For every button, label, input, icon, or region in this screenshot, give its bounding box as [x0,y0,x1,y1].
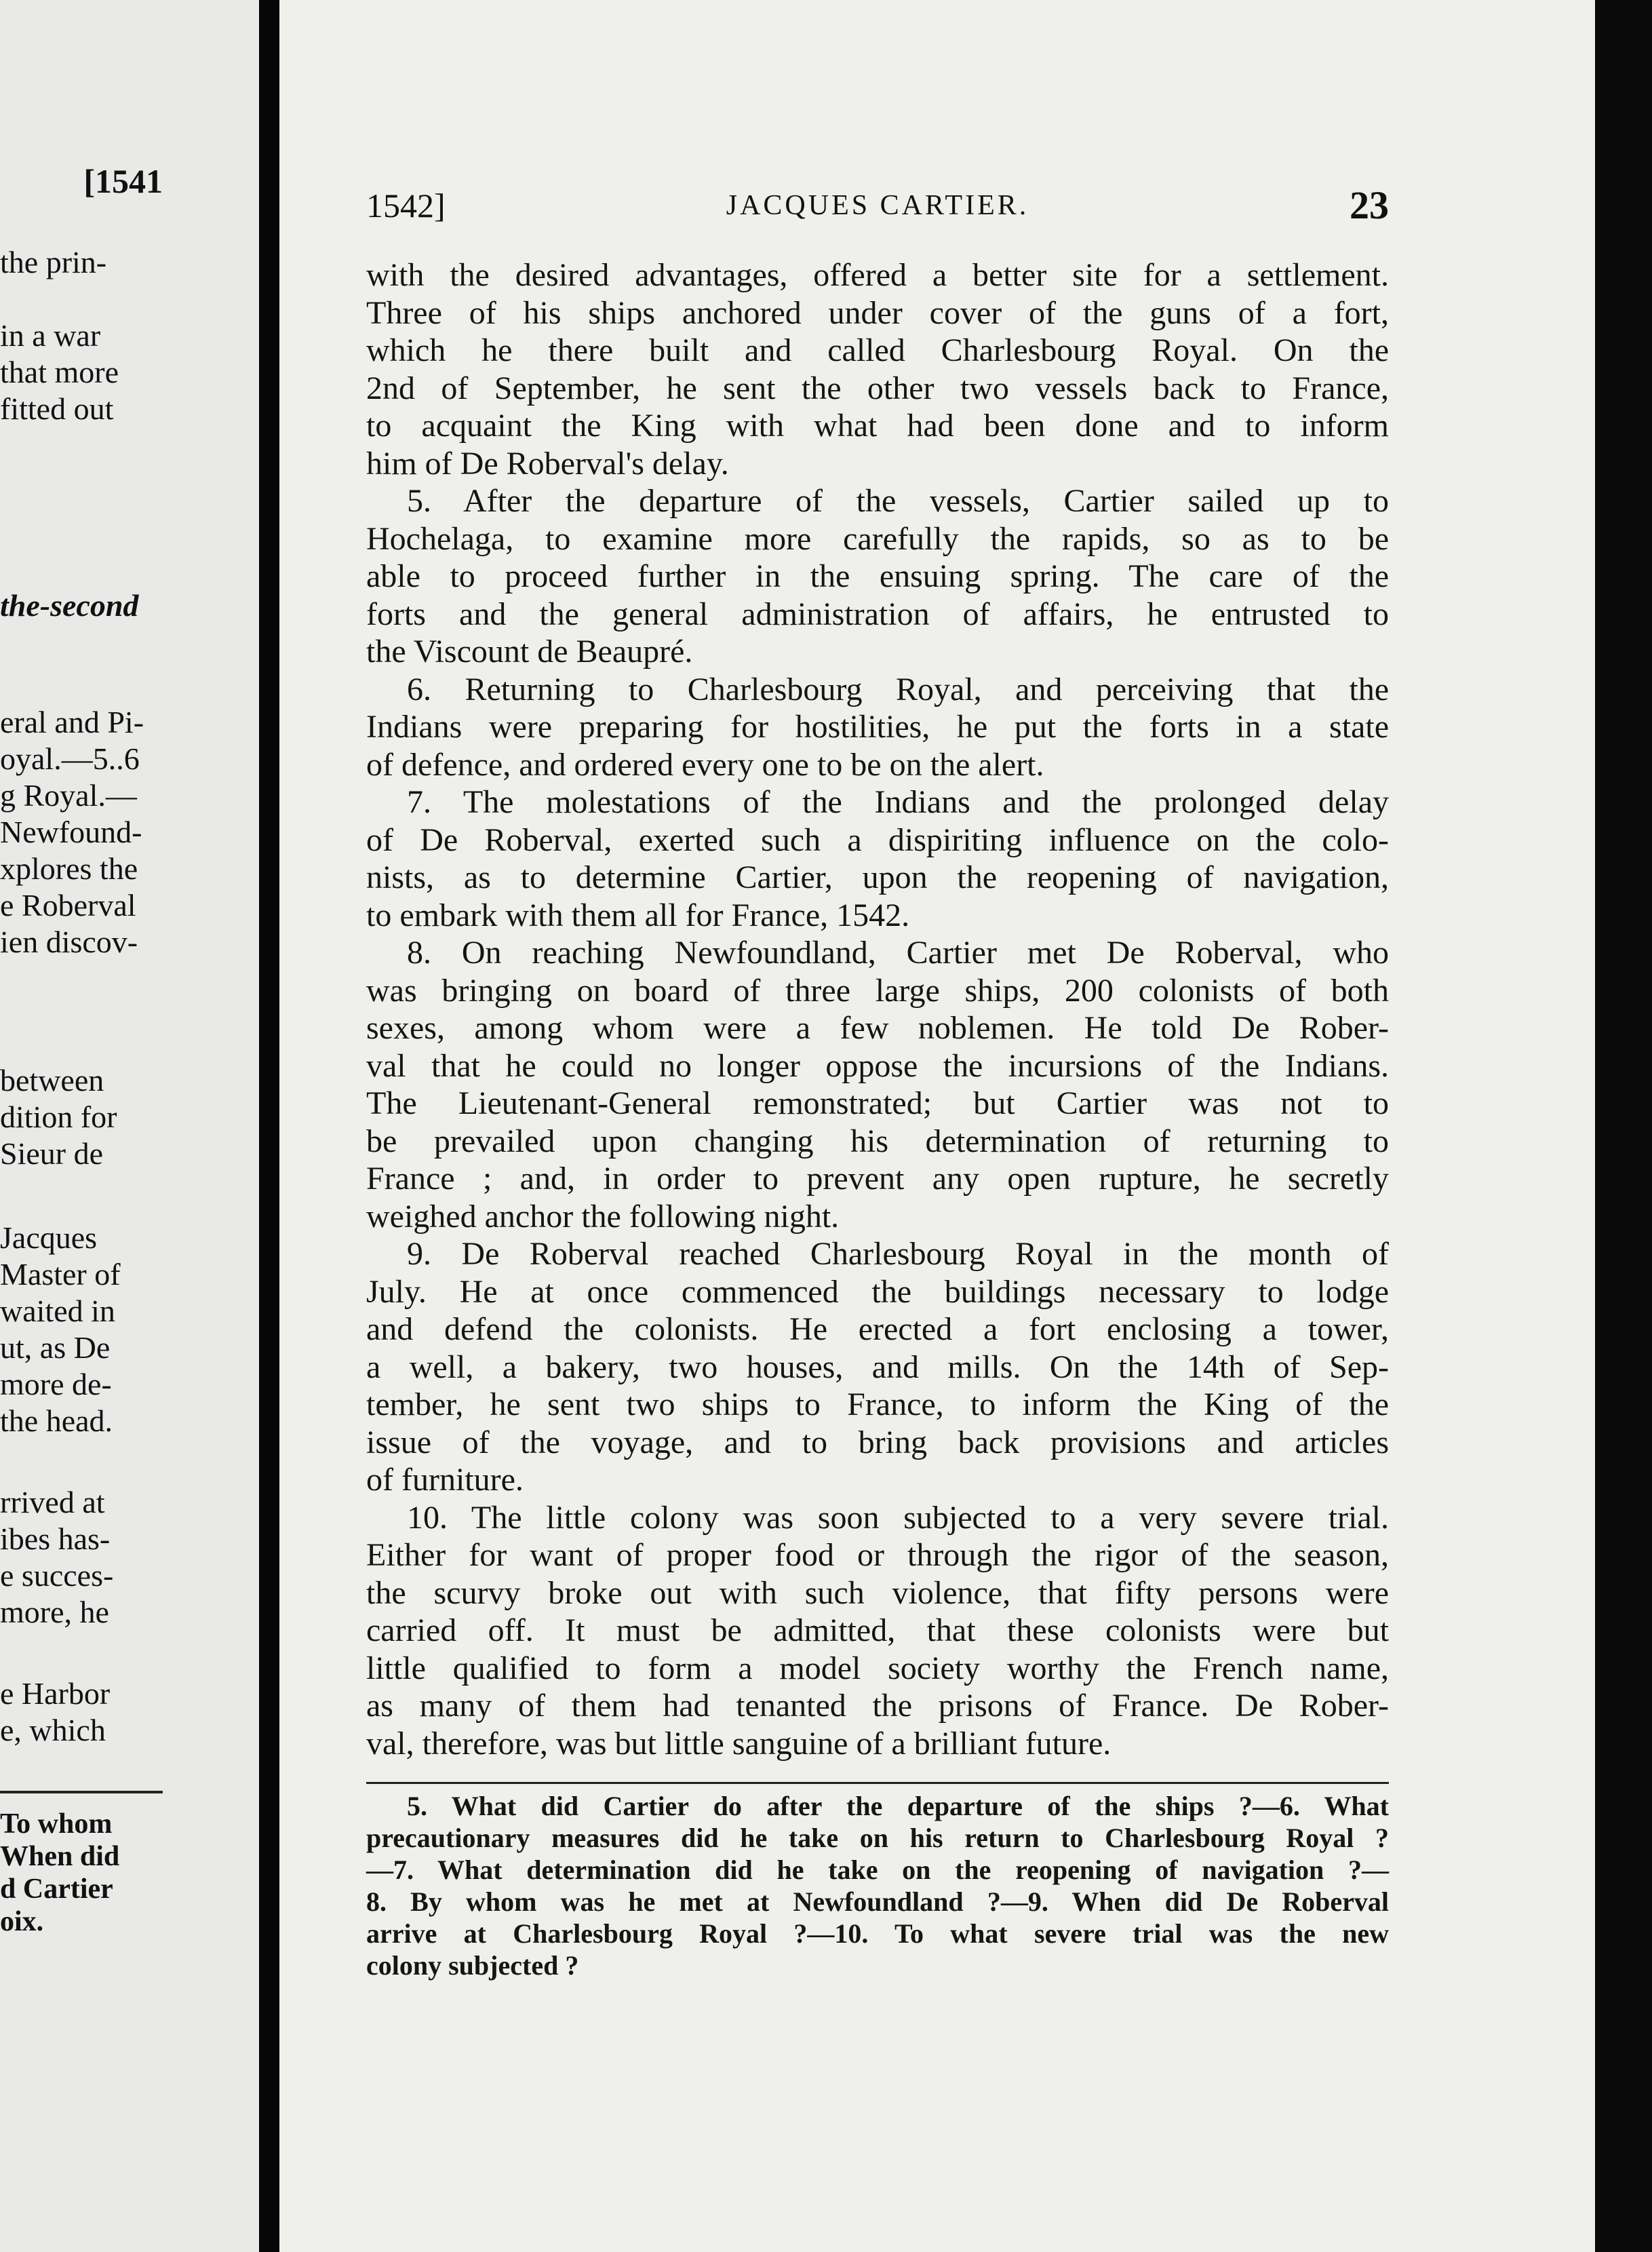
left-page-line: xplores the [0,851,138,886]
body-line: issue of the voyage, and to bring back provisions and articles [366,1424,1389,1460]
running-head [366,182,1389,229]
page-edge [1595,0,1652,2252]
body-line: of defence, and ordered every one to be on the alert. [366,747,1044,783]
body-line: of De Roberval, exerted such a dispiriting influence on the colo- [366,822,1389,858]
body-line: with the desired advantages, offered a better site for a settlement. [366,257,1389,293]
body-line: of furniture. [366,1462,524,1498]
footnote-line: 8. By whom was he met at Newfoundland ?—9. When did De Roberval [366,1886,1389,1917]
left-page-line: To whom [0,1808,113,1840]
running-head-title: JACQUES CARTIER. [726,190,1029,221]
body-line: able to proceed further in the ensuing spring. The care of the [366,558,1389,594]
body-line: val that he could no longer oppose the incursions of the Indians. [366,1048,1389,1084]
body-line: the scurvy broke out with such violence, that fifty persons were [366,1575,1389,1611]
body-line: 7. The molestations of the Indians and the prolonged delay [407,784,1389,820]
body-line: a well, a bakery, two houses, and mills. On the 14th of Sep- [366,1349,1389,1385]
left-page-line: d Cartier [0,1874,113,1905]
left-page-line: oyal.—5..6 [0,741,140,776]
body-line: him of De Roberval's delay. [366,446,729,482]
left-page-line: that more [0,355,119,389]
book-gutter [259,0,279,2252]
body-line: weighed anchor the following night. [366,1199,840,1235]
left-page-line: [1541 [83,163,163,199]
left-page-line: e, which [0,1713,106,1747]
body-line: the Viscount de Beaupré. [366,634,693,669]
footnote-rule [366,1782,1389,1784]
body-line: and defend the colonists. He erected a fort enclosing a tower, [366,1311,1389,1347]
body-line: val, therefore, was but little sanguine of a brilliant future. [366,1726,1112,1762]
left-page-line: the-second [0,588,139,623]
body-line: to acquaint the King with what had been done and to inform [366,408,1389,444]
body-line: which he there built and called Charlesbourg Royal. On the [366,332,1389,368]
body-line: The Lieutenant-General remonstrated; but Cartier was not to [366,1085,1389,1121]
left-page-line: oix. [0,1906,44,1937]
body-line: was bringing on board of three large ships, 200 colonists of both [366,973,1389,1009]
left-page-line: e Harbor [0,1676,111,1711]
page-number: 23 [1350,183,1389,227]
left-page-line: ibes has- [0,1521,111,1556]
left-page-line: between [0,1063,104,1098]
body-line: Hochelaga, to examine more carefully the rapids, so as to be [366,521,1389,557]
left-page-line: Jacques [0,1220,98,1255]
left-page-line: ien discov- [0,925,138,959]
body-line: 10. The little colony was soon subjected to a very severe trial. [407,1500,1389,1536]
body-line: 5. After the departure of the vessels, Cartier sailed up to [407,483,1389,519]
body-line: 9. De Roberval reached Charlesbourg Royal in the month of [407,1236,1389,1272]
left-page-line: the head. [0,1403,113,1438]
left-page-line: ut, as De [0,1330,111,1365]
left-page-line: fitted out [0,391,114,426]
left-page-line: When did [0,1841,120,1872]
body-line: Three of his ships anchored under cover of the guns of a fort, [366,295,1389,331]
footnote-line: 5. What did Cartier do after the departure of the ships ?—6. What [407,1791,1389,1821]
body-line: tember, he sent two ships to France, to inform the King of the [366,1386,1389,1422]
body-line: 6. Returning to Charlesbourg Royal, and perceiving that the [407,672,1389,707]
body-line: France ; and, in order to prevent any open rupture, he secretly [366,1161,1389,1197]
left-page-line: Newfound- [0,815,142,849]
footnote-line: colony subjected ? [366,1950,579,1981]
body-line: July. He at once commenced the buildings necessary to lodge [366,1274,1389,1310]
left-page-line: dition for [0,1100,117,1134]
left-page-line: rrived at [0,1485,105,1519]
body-line: as many of them had tenanted the prisons of France. De Rober- [366,1688,1389,1724]
running-head-year: 1542] [366,187,446,225]
footnote-line: —7. What determination did he take on the reopening of navigation ?— [366,1855,1389,1885]
left-page-line: e succes- [0,1558,114,1593]
body-line: nists, as to determine Cartier, upon the reopening of navigation, [366,859,1389,895]
body-line: to embark with them all for France, 1542. [366,897,910,933]
footnote-line: precautionary measures did he take on his return to Charlesbourg Royal ? [366,1823,1389,1853]
body-line: carried off. It must be admitted, that these colonists were but [366,1612,1389,1648]
left-page-line: e Roberval [0,888,136,923]
body-line: 2nd of September, he sent the other two vessels back to France, [366,370,1389,406]
body-line: be prevailed upon changing his determination of returning to [366,1123,1389,1159]
body-line: sexes, among whom were a few noblemen. He told De Rober- [366,1010,1389,1046]
body-line: forts and the general administration of affairs, he entrusted to [366,596,1389,632]
left-page-rule [0,1791,163,1793]
left-facing-page [0,0,259,2252]
left-page-line: eral and Pi- [0,705,144,739]
footnote-line: arrive at Charlesbourg Royal ?—10. To what severe trial was the new [366,1918,1389,1949]
left-page-line: Sieur de [0,1136,104,1171]
left-page-line: more de- [0,1367,112,1401]
body-line: Either for want of proper food or through the rigor of the season, [366,1537,1389,1573]
left-page-line: in a war [0,318,101,353]
body-line: little qualified to form a model society worthy the French name, [366,1650,1389,1686]
left-page-line: Master of [0,1257,121,1292]
left-page-line: more, he [0,1595,109,1629]
left-page-line: the prin- [0,245,107,279]
body-line: 8. On reaching Newfoundland, Cartier met De Roberval, who [407,935,1389,971]
body-line: Indians were preparing for hostilities, he put the forts in a state [366,709,1389,745]
left-page-line: g Royal.— [0,778,137,813]
left-page-line: waited in [0,1294,115,1328]
